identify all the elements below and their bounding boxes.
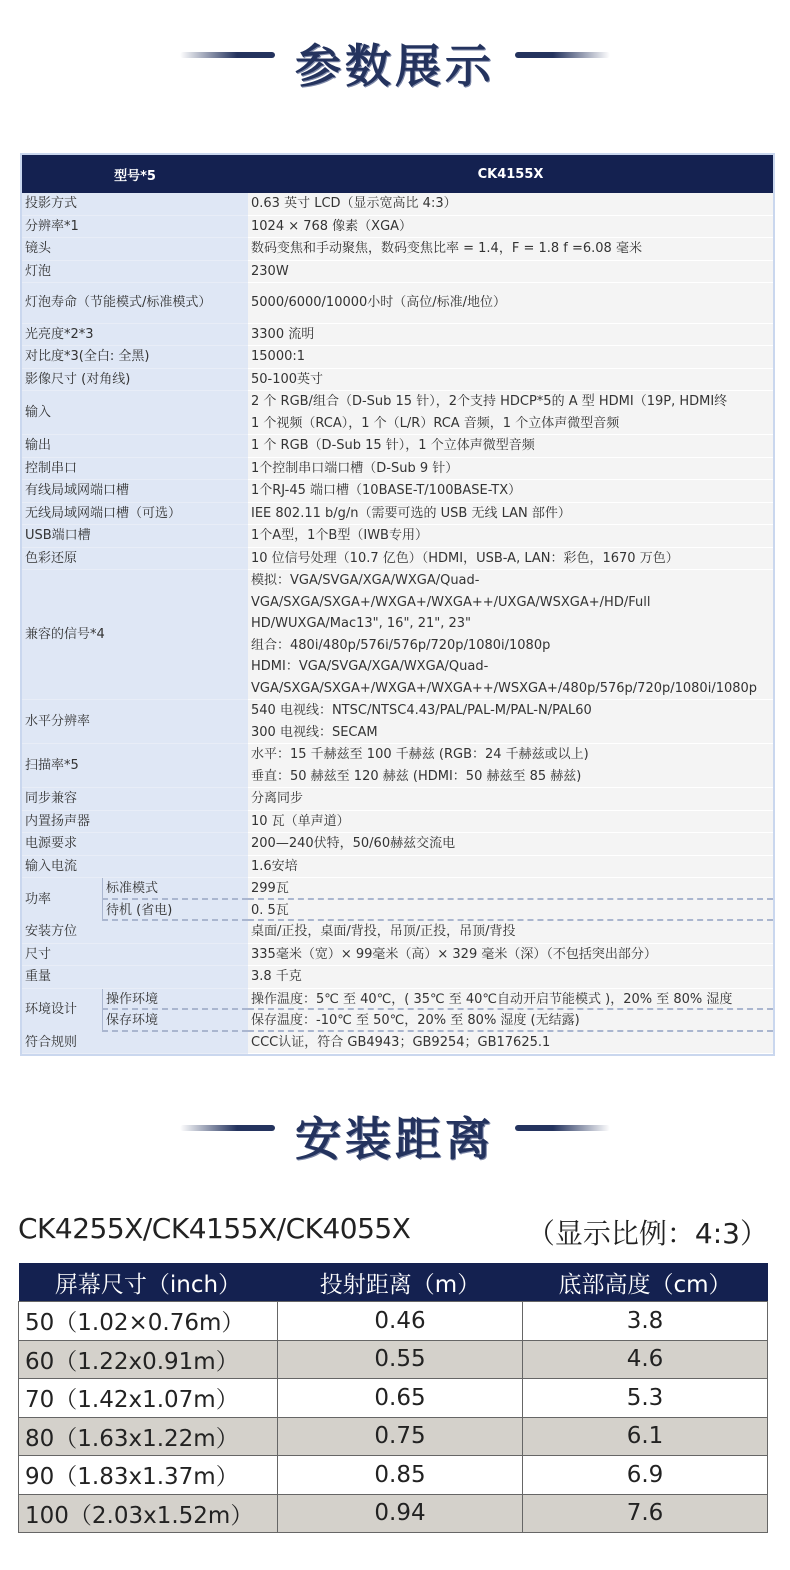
spec-label: 输入电流 bbox=[22, 856, 248, 879]
column-header-bottom-height: 底部高度（cm） bbox=[523, 1263, 768, 1302]
spec-value-cell bbox=[248, 700, 773, 744]
throw-distance-cell: 0.55 bbox=[278, 1340, 523, 1379]
spec-row bbox=[22, 391, 773, 435]
spec-row bbox=[22, 435, 773, 458]
spec-row bbox=[22, 788, 773, 811]
spec-sub-label: 保存环境 bbox=[102, 1010, 248, 1032]
throw-distance-cell: 0.65 bbox=[278, 1379, 523, 1418]
spec-sub-labels bbox=[102, 878, 248, 921]
spec-row bbox=[22, 346, 773, 369]
spec-value-cell bbox=[248, 193, 773, 216]
spec-label: 输出 bbox=[22, 435, 248, 458]
spec-row bbox=[22, 283, 773, 324]
spec-value: 299瓦 bbox=[248, 878, 773, 900]
column-header-throw-distance: 投射距离（m） bbox=[278, 1263, 523, 1302]
spec-value: 保存温度：-10℃ 至 50℃，20% 至 80% 湿度 (无结露) bbox=[248, 1010, 773, 1032]
column-header-screen-size: 屏幕尺寸（inch） bbox=[19, 1263, 278, 1302]
spec-value: 3.8 千克 bbox=[251, 969, 302, 984]
spec-row bbox=[22, 548, 773, 571]
spec-label: 内置扬声器 bbox=[22, 811, 248, 834]
spec-label: 环境设计 bbox=[22, 989, 102, 1032]
model-list: CK4255X/CK4155X/CK4055X bbox=[18, 1212, 411, 1245]
throw-distance-cell: 0.85 bbox=[278, 1456, 523, 1495]
spec-row bbox=[22, 503, 773, 526]
table-row bbox=[19, 1340, 768, 1379]
spec-value: 1024 × 768 像素（XGA） bbox=[251, 218, 413, 234]
spec-label: 影像尺寸 (对角线) bbox=[22, 369, 248, 392]
spec-label: 灯泡寿命（节能模式/标准模式） bbox=[22, 283, 248, 324]
section-title: 参数展示 bbox=[295, 39, 495, 93]
bottom-height-cell: 6.9 bbox=[523, 1456, 768, 1495]
spec-label: 投影方式 bbox=[22, 193, 248, 216]
spec-value: 335毫米（宽）× 99毫米（高）× 329 毫米（深）（不包括突出部分） bbox=[251, 946, 657, 962]
spec-value: 1个A型，1个B型（IWB专用） bbox=[251, 528, 428, 543]
spec-value-cell bbox=[248, 238, 773, 261]
spec-label: 功率 bbox=[22, 878, 102, 921]
screen-size-cell: 90（1.83x1.37m） bbox=[19, 1456, 278, 1495]
spec-row-environment bbox=[22, 989, 773, 1032]
spec-label: 光亮度*2*3 bbox=[22, 324, 248, 347]
spec-value: VGA/SXGA/SXGA+/WXGA+/WXGA++/UXGA/WSXGA+/HD/Full bbox=[251, 594, 651, 610]
spec-value-cell bbox=[248, 480, 773, 503]
screen-size-cell: 50（1.02×0.76m） bbox=[19, 1302, 278, 1341]
spec-value-cell bbox=[248, 369, 773, 392]
spec-label: 对比度*3(全白: 全黑) bbox=[22, 346, 248, 369]
spec-value-cell bbox=[248, 570, 773, 700]
spec-label: 安装方位 bbox=[22, 921, 248, 944]
bottom-height-cell: 3.8 bbox=[523, 1302, 768, 1341]
decorative-line-right bbox=[515, 1125, 610, 1131]
section-banner-distance bbox=[0, 1095, 790, 1165]
spec-value-cell bbox=[248, 966, 773, 989]
spec-row bbox=[22, 324, 773, 347]
spec-value-cell bbox=[248, 944, 773, 967]
spec-value-cell bbox=[248, 458, 773, 481]
spec-label: 有线局域网端口槽 bbox=[22, 480, 248, 503]
throw-distance-cell: 0.46 bbox=[278, 1302, 523, 1341]
spec-row bbox=[22, 216, 773, 239]
distance-caption bbox=[18, 1212, 768, 1256]
table-row bbox=[19, 1302, 768, 1341]
spec-label: 控制串口 bbox=[22, 458, 248, 481]
spec-value: VGA/SXGA/SXGA+/WXGA+/WXGA++/WSXGA+/480p/576p/720p/1080i/1080p bbox=[251, 680, 758, 696]
spec-value-cell bbox=[248, 921, 773, 944]
spec-row bbox=[22, 480, 773, 503]
spec-label: 色彩还原 bbox=[22, 548, 248, 571]
spec-value: HDMI：VGA/SVGA/XGA/WXGA/Quad- bbox=[251, 659, 489, 674]
spec-sub-label: 操作环境 bbox=[102, 989, 248, 1011]
spec-label: USB端口槽 bbox=[22, 525, 248, 548]
spec-row bbox=[22, 833, 773, 856]
spec-label: 水平分辨率 bbox=[22, 700, 248, 744]
section-banner-params bbox=[0, 22, 790, 92]
spec-row bbox=[22, 944, 773, 967]
section-title: 安装距离 bbox=[295, 1112, 495, 1166]
spec-row bbox=[22, 744, 773, 788]
spec-value: 50-100英寸 bbox=[251, 371, 324, 387]
spec-value-cell bbox=[248, 856, 773, 879]
spec-value-cell bbox=[248, 391, 773, 435]
spec-value-cell bbox=[248, 346, 773, 369]
spec-value-cell bbox=[248, 525, 773, 548]
spec-value: 2 个 RGB/组合（D-Sub 15 针），2个支持 HDCP*5的 A 型 HDMI（19P, HDMI终 bbox=[251, 394, 728, 409]
screen-size-cell: 100（2.03x1.52m） bbox=[19, 1494, 278, 1533]
bottom-height-cell: 4.6 bbox=[523, 1340, 768, 1379]
spec-header-row bbox=[22, 155, 773, 193]
decorative-line-right bbox=[515, 52, 610, 58]
spec-value: 操作温度：5℃ 至 40℃，( 35℃ 至 40℃自动开启节能模式 )，20% 至 80% 湿度 bbox=[248, 989, 773, 1011]
spec-table bbox=[20, 153, 775, 1056]
spec-value-cell bbox=[248, 811, 773, 834]
distance-table bbox=[18, 1263, 768, 1533]
spec-rows bbox=[22, 1032, 773, 1055]
spec-value: 10 瓦（单声道） bbox=[251, 813, 350, 829]
spec-value-cell bbox=[248, 1032, 773, 1055]
spec-value: 5000/6000/10000小时（高位/标准/地位） bbox=[251, 295, 507, 310]
spec-label: 灯泡 bbox=[22, 261, 248, 284]
spec-sub-values bbox=[248, 878, 773, 921]
spec-value: 分离同步 bbox=[251, 791, 304, 806]
table-row bbox=[19, 1379, 768, 1418]
spec-value: 1.6安培 bbox=[251, 858, 298, 874]
spec-header-label: 型号*5 bbox=[114, 168, 156, 184]
spec-label: 输入 bbox=[22, 391, 248, 435]
spec-value-cell bbox=[248, 503, 773, 526]
spec-row bbox=[22, 921, 773, 944]
spec-row bbox=[22, 966, 773, 989]
spec-value: 垂直：50 赫兹至 120 赫兹 (HDMI：50 赫兹至 85 赫兹) bbox=[251, 768, 582, 784]
spec-row bbox=[22, 1032, 773, 1055]
spec-row bbox=[22, 458, 773, 481]
spec-rows bbox=[22, 193, 773, 878]
spec-label: 分辨率*1 bbox=[22, 216, 248, 239]
spec-row bbox=[22, 525, 773, 548]
spec-row bbox=[22, 811, 773, 834]
aspect-ratio-note: （显示比例：4:3） bbox=[526, 1217, 768, 1250]
spec-row bbox=[22, 369, 773, 392]
spec-label: 无线局域网端口槽（可选） bbox=[22, 503, 248, 526]
table-row bbox=[19, 1456, 768, 1495]
spec-value: 模拟：VGA/SVGA/XGA/WXGA/Quad- bbox=[251, 573, 480, 588]
spec-sub-label: 待机 (省电) bbox=[102, 900, 248, 922]
spec-value: 15000:1 bbox=[251, 349, 306, 364]
spec-value: 10 位信号处理（10.7 亿色）（HDMI，USB-A, LAN：彩色，1670 万色） bbox=[251, 550, 679, 566]
distance-table-body bbox=[19, 1302, 768, 1533]
spec-value: HD/WUXGA/Mac13", 16", 21", 23" bbox=[251, 616, 471, 631]
table-row bbox=[19, 1494, 768, 1533]
spec-value: 1个控制串口端口槽（D-Sub 9 针） bbox=[251, 460, 459, 476]
spec-row bbox=[22, 570, 773, 700]
bottom-height-cell: 5.3 bbox=[523, 1379, 768, 1418]
spec-value-cell bbox=[248, 261, 773, 284]
spec-label: 重量 bbox=[22, 966, 248, 989]
spec-label: 电源要求 bbox=[22, 833, 248, 856]
spec-row bbox=[22, 261, 773, 284]
spec-value: 1 个 RGB（D-Sub 15 针），1 个立体声微型音频 bbox=[251, 438, 535, 453]
spec-value: 水平：15 千赫兹至 100 千赫兹 (RGB：24 千赫兹或以上) bbox=[251, 747, 589, 762]
spec-value: CCC认证，符合 GB4943；GB9254；GB17625.1 bbox=[251, 1034, 551, 1050]
spec-value: 数码变焦和手动聚焦，数码变焦比率 = 1.4，F = 1.8 f =6.08 毫米 bbox=[251, 241, 642, 256]
spec-value-cell bbox=[248, 435, 773, 458]
screen-size-cell: 80（1.63x1.22m） bbox=[19, 1417, 278, 1456]
screen-size-cell: 70（1.42x1.07m） bbox=[19, 1379, 278, 1418]
spec-label: 扫描率*5 bbox=[22, 744, 248, 788]
spec-label: 尺寸 bbox=[22, 944, 248, 967]
bottom-height-cell: 6.1 bbox=[523, 1417, 768, 1456]
spec-value-cell bbox=[248, 283, 773, 324]
spec-row bbox=[22, 856, 773, 879]
spec-sub-label: 标准模式 bbox=[102, 878, 248, 900]
spec-value: IEE 802.11 b/g/n（需要可选的 USB 无线 LAN 部件） bbox=[251, 505, 571, 521]
spec-value: 300 电视线：SECAM bbox=[251, 724, 378, 740]
spec-value: 200—240伏特，50/60赫兹交流电 bbox=[251, 836, 456, 851]
spec-value-cell bbox=[248, 216, 773, 239]
spec-label: 镜头 bbox=[22, 238, 248, 261]
spec-value: 1 个视频（RCA），1 个（L/R）RCA 音频，1 个立体声微型音频 bbox=[251, 415, 620, 431]
spec-label: 同步兼容 bbox=[22, 788, 248, 811]
spec-value-cell bbox=[248, 833, 773, 856]
spec-value-cell bbox=[248, 548, 773, 571]
spec-value-cell bbox=[248, 788, 773, 811]
spec-sub-labels bbox=[102, 989, 248, 1032]
spec-value: 3300 流明 bbox=[251, 326, 315, 342]
screen-size-cell: 60（1.22x0.91m） bbox=[19, 1340, 278, 1379]
bottom-height-cell: 7.6 bbox=[523, 1494, 768, 1533]
spec-value: 桌面/正投，桌面/背投，吊顶/正投，吊顶/背投 bbox=[251, 924, 516, 939]
spec-row bbox=[22, 700, 773, 744]
spec-rows bbox=[22, 921, 773, 989]
spec-row bbox=[22, 193, 773, 216]
spec-value-cell bbox=[248, 744, 773, 788]
distance-header-row bbox=[19, 1263, 768, 1302]
table-row bbox=[19, 1417, 768, 1456]
spec-header-value: CK4155X bbox=[477, 166, 544, 182]
spec-row-power bbox=[22, 878, 773, 921]
spec-label: 兼容的信号*4 bbox=[22, 570, 248, 700]
throw-distance-cell: 0.94 bbox=[278, 1494, 523, 1533]
spec-value: 1个RJ-45 端口槽（10BASE-T/100BASE-TX） bbox=[251, 483, 522, 498]
spec-value: 0. 5瓦 bbox=[248, 900, 773, 922]
spec-row bbox=[22, 238, 773, 261]
spec-value: 0.63 英寸 LCD（显示宽高比 4:3） bbox=[251, 196, 457, 211]
spec-sub-values bbox=[248, 989, 773, 1032]
spec-label: 符合规则 bbox=[22, 1032, 248, 1055]
spec-value: 组合：480i/480p/576i/576p/720p/1080i/1080p bbox=[251, 637, 551, 653]
throw-distance-cell: 0.75 bbox=[278, 1417, 523, 1456]
spec-value: 230W bbox=[251, 263, 289, 279]
spec-value-cell bbox=[248, 324, 773, 347]
spec-value: 540 电视线：NTSC/NTSC4.43/PAL/PAL-M/PAL-N/PAL60 bbox=[251, 703, 592, 718]
